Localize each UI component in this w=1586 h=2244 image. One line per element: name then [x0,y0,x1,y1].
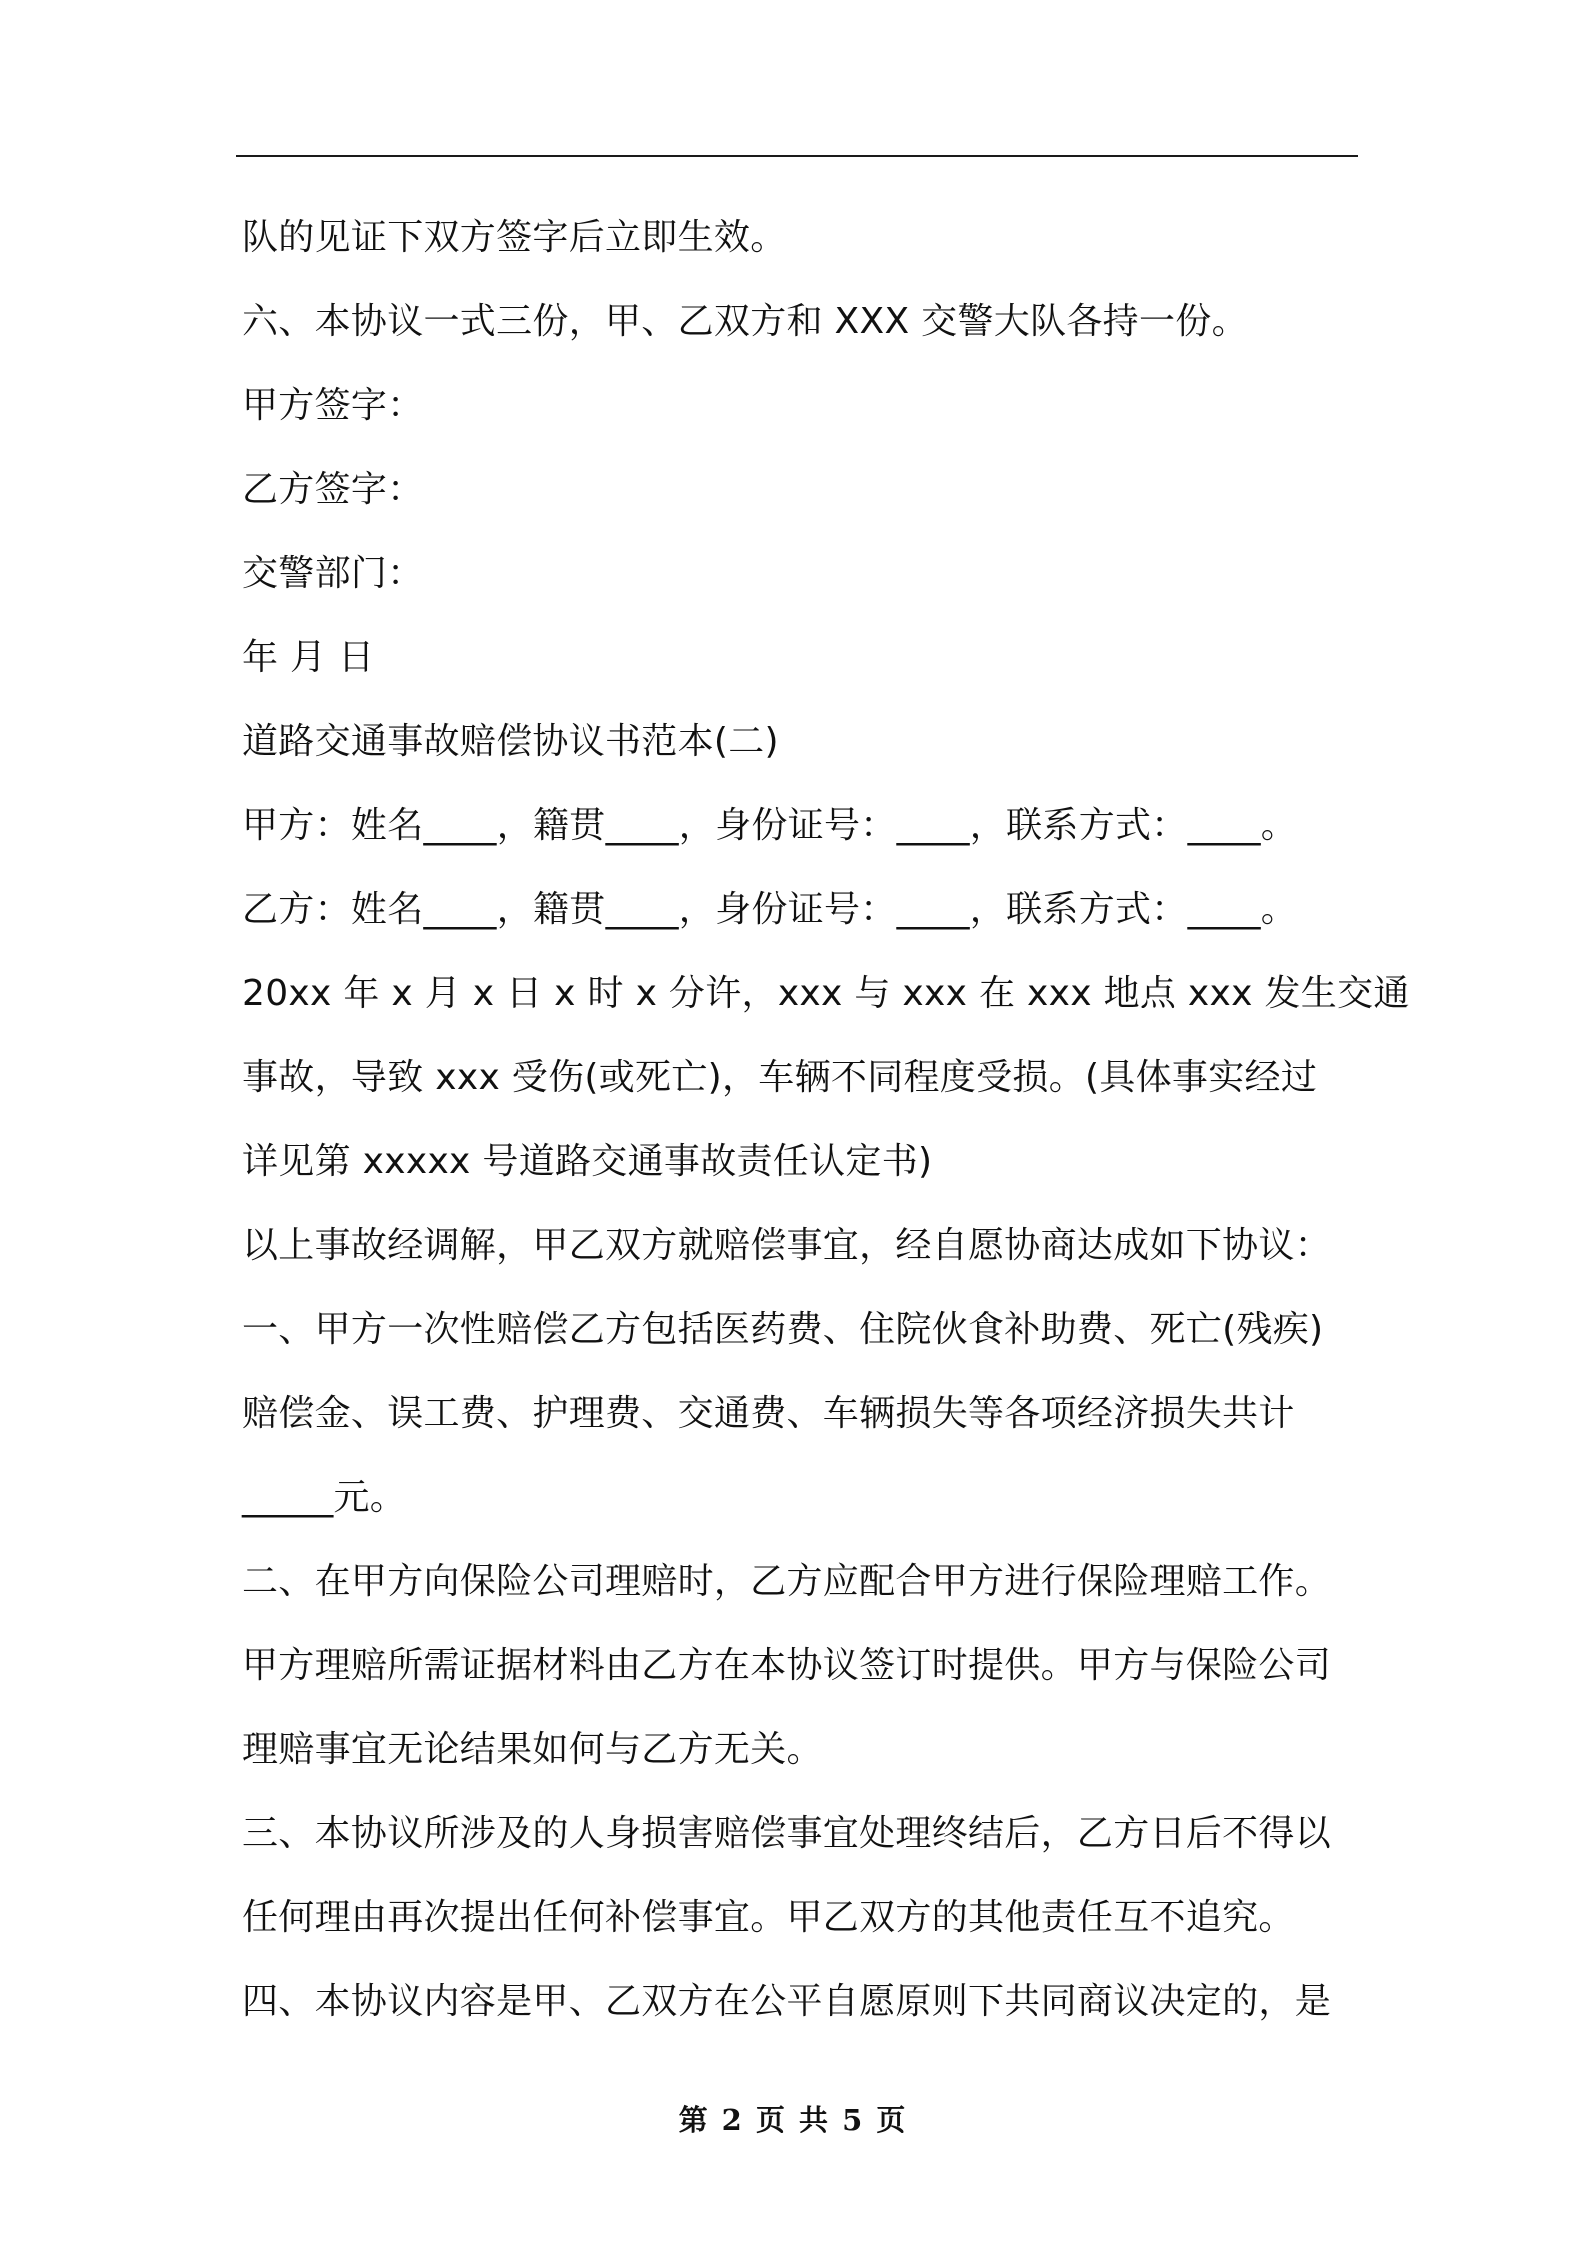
section-title: 道路交通事故赔偿协议书范本(二) [242,721,779,762]
party-a-info: 甲方：姓名____，籍贯____，身份证号：____，联系方式：____。 [242,805,1298,846]
signature-party-a: 甲方签字： [242,385,424,426]
text-line: 二、在甲方向保险公司理赔时，乙方应配合甲方进行保险理赔工作。 [242,1561,1332,1602]
signature-traffic-police: 交警部门： [242,553,424,594]
text-line: 以上事故经调解，甲乙双方就赔偿事宜，经自愿协商达成如下协议： [242,1225,1332,1266]
text-line: 三、本协议所涉及的人身损害赔偿事宜处理终结后，乙方日后不得以 [242,1813,1332,1854]
text-line: 理赔事宜无论结果如何与乙方无关。 [242,1729,823,1770]
text-line: 四、本协议内容是甲、乙双方在公平自愿原则下共同商议决定的，是 [242,1981,1332,2022]
text-line: 事故，导致 xxx 受伤(或死亡)，车辆不同程度受损。(具体事实经过 [242,1057,1318,1098]
signature-party-b: 乙方签字： [242,469,424,510]
text-line: 六、本协议一式三份，甲、乙双方和 XXX 交警大队各持一份。 [242,301,1248,342]
text-line: 任何理由再次提出任何补偿事宜。甲乙双方的其他责任互不追究。 [242,1897,1295,1938]
text-line: 详见第 xxxxx 号道路交通事故责任认定书) [242,1141,933,1182]
text-line: _____元。 [242,1477,407,1518]
text-line: 队的见证下双方签字后立即生效。 [242,217,787,258]
text-line: 20xx 年 x 月 x 日 x 时 x 分许，xxx 与 xxx 在 xxx 地点 xxx 发生交通 [242,973,1410,1014]
page-number-label: 第 2 页 共 5 页 [678,2103,908,2137]
text-line: 甲方理赔所需证据材料由乙方在本协议签订时提供。甲方与保险公司 [242,1645,1332,1686]
document-body [242,196,1410,2044]
page-footer [0,2100,1586,2140]
date-line: 年 月 日 [242,637,375,678]
header-divider [236,155,1358,157]
text-line: 赔偿金、误工费、护理费、交通费、车辆损失等各项经济损失共计 [242,1393,1295,1434]
text-line: 一、甲方一次性赔偿乙方包括医药费、住院伙食补助费、死亡(残疾) [242,1309,1324,1350]
party-b-info: 乙方：姓名____，籍贯____，身份证号：____，联系方式：____。 [242,889,1298,930]
